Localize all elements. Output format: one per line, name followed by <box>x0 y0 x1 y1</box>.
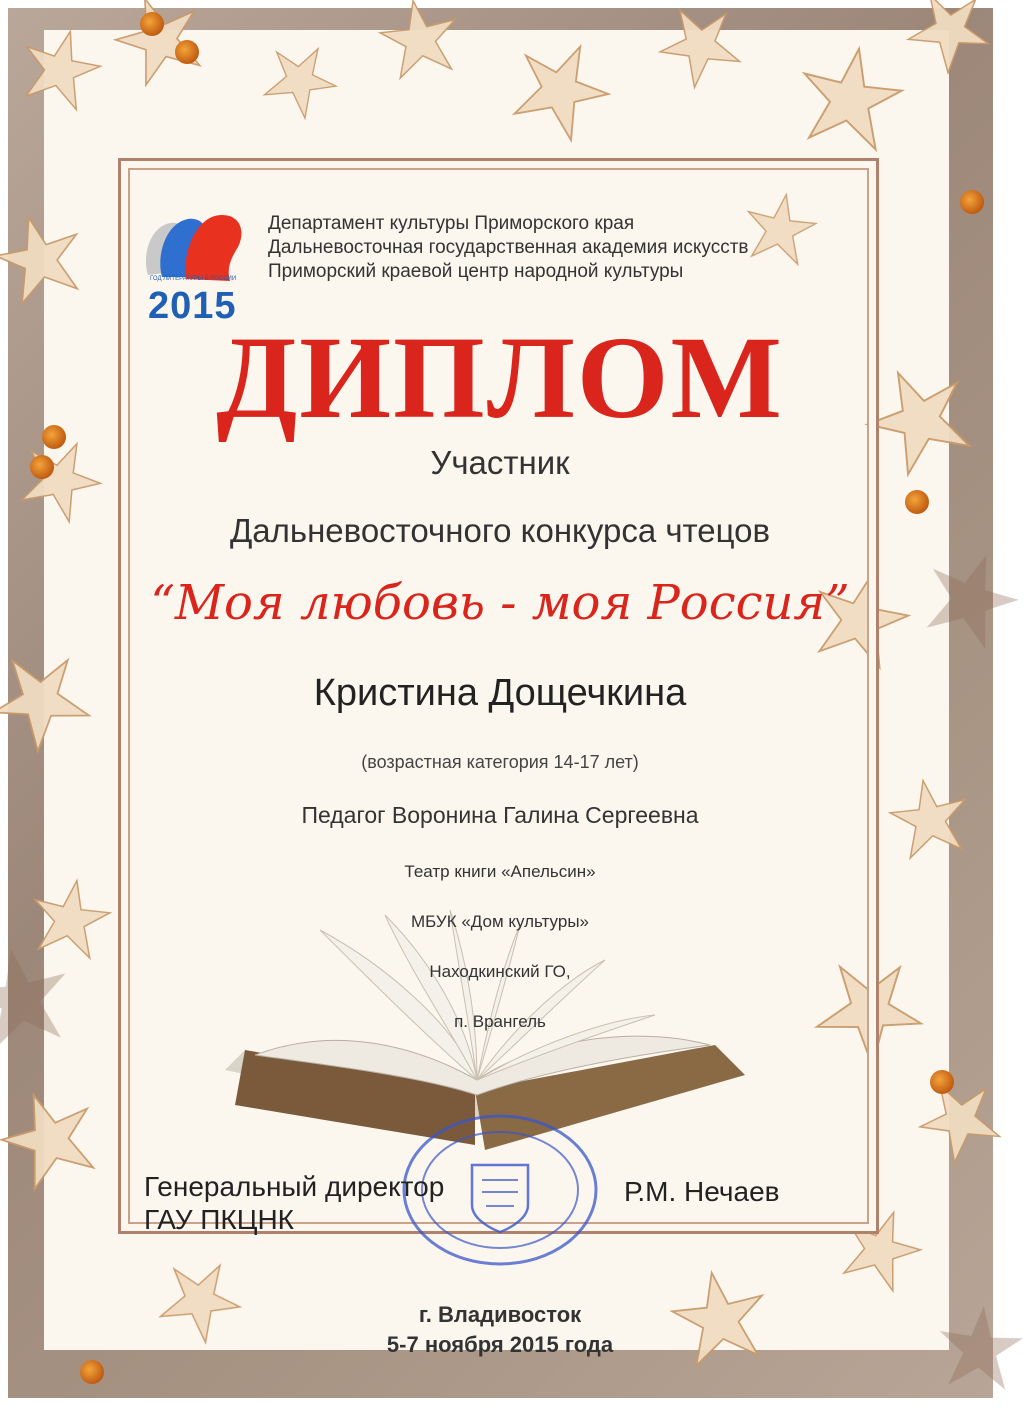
org-line-1: Департамент культуры Приморского края <box>268 213 635 234</box>
teacher-name: Педагог Воронина Галина Сергеевна <box>301 802 699 828</box>
signatory-title-line-1: Генеральный директор <box>144 1171 445 1202</box>
signatory-name: Р.М. Нечаев <box>624 1176 780 1207</box>
org-line-3: Приморский краевой центр народной культуры <box>268 261 684 282</box>
signatory-title <box>144 1170 444 1236</box>
berry-decoration <box>175 40 199 64</box>
logo-year: 2015 <box>148 285 237 327</box>
detail-line-1: Театр книги «Апельсин» <box>404 862 596 881</box>
berry-decoration <box>960 190 984 214</box>
berry-decoration <box>905 490 929 514</box>
logo-caption: ГОД ЛИТЕРАТУРЫ В РОССИИ <box>150 276 237 282</box>
berry-decoration <box>80 1360 104 1384</box>
berry-decoration <box>140 12 164 36</box>
diploma-title: ДИПЛОМ <box>216 312 784 443</box>
berry-decoration <box>930 1070 954 1094</box>
participant-label: Участник <box>430 444 570 481</box>
age-category: (возрастная категория 14-17 лет) <box>361 752 639 772</box>
signatory-title-line-2: ГАУ ПКЦНК <box>144 1204 294 1235</box>
city: г. Владивосток <box>418 1302 582 1327</box>
organizations-block <box>268 212 749 284</box>
detail-line-3: Находкинский ГО, <box>429 962 571 981</box>
place-and-date <box>0 1300 1000 1360</box>
recipient-name: Кристина Дощечкина <box>313 672 687 714</box>
contest-motto: “Моя любовь - моя Россия” <box>150 575 850 631</box>
detail-line-4: п. Врангель <box>454 1012 546 1031</box>
org-line-2: Дальневосточная государственная академия искусств <box>268 237 749 258</box>
event-date: 5-7 ноября 2015 года <box>386 1332 614 1357</box>
contest-name: Дальневосточного конкурса чтецов <box>229 512 771 549</box>
detail-line-2: МБУК «Дом культуры» <box>411 912 589 931</box>
